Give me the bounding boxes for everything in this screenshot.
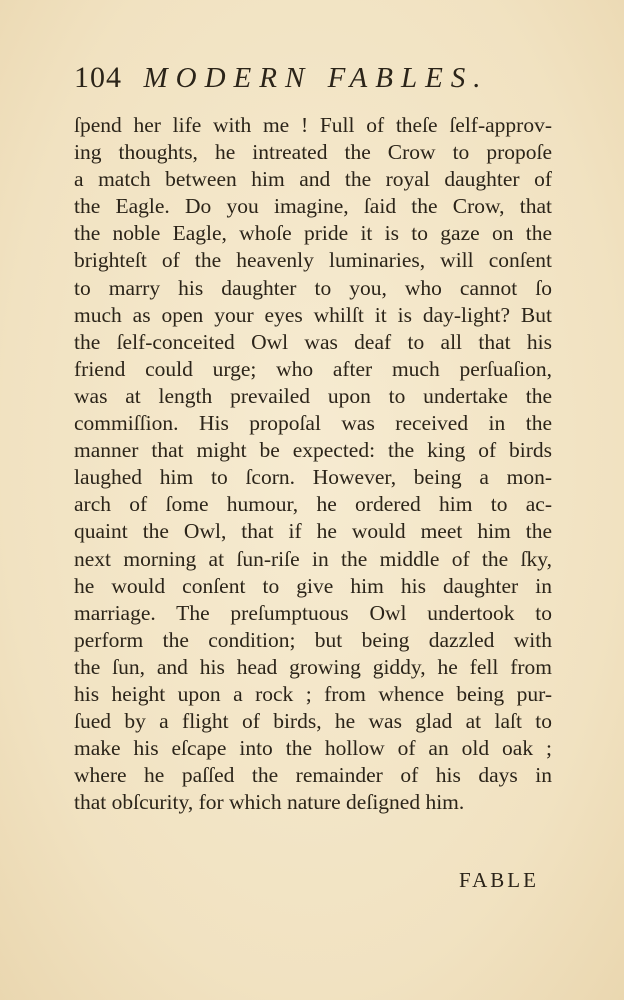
text-line: next morning at ſun-riſe in the middle of the ſky,: [74, 546, 552, 571]
text-line: was at length prevailed upon to undertake the: [74, 383, 552, 408]
text-line: the Eagle. Do you imagine, ſaid the Crow, that: [74, 194, 552, 219]
text-line: friend could urge; who after much perſuaſion,: [74, 356, 552, 381]
text-line: laughed him to ſcorn. However, being a mon-: [74, 465, 552, 490]
text-line: brighteſt of the heavenly luminaries, will conſent: [74, 248, 552, 273]
catchword: FABLE: [459, 868, 539, 892]
text-line: arch of ſome humour, he ordered him to ac-: [74, 492, 552, 517]
text-line: perform the condition; but being dazzled with: [74, 627, 552, 652]
text-line: where he paſſed the remainder of his days in: [74, 763, 552, 788]
text-line: his height upon a rock ; from whence being pur-: [74, 681, 552, 706]
text-line: much as open your eyes whilſt it is day-light? But: [74, 302, 552, 327]
text-line: ing thoughts, he intreated the Crow to propoſe: [74, 140, 552, 165]
text-line: he would conſent to give him his daughter in: [74, 573, 552, 598]
text-line: quaint the Owl, that if he would meet him the: [74, 519, 552, 544]
text-line: manner that might be expected: the king of birds: [74, 438, 552, 463]
text-line: commiſſion. His propoſal was received in the: [74, 411, 552, 436]
text-line: that obſcurity, for which nature deſigned him.: [74, 790, 465, 815]
text-line: ſpend her life with me ! Full of theſe ſelf-approv-: [74, 113, 552, 137]
text-line: the noble Eagle, whoſe pride it is to gaze on the: [74, 221, 552, 246]
text-line: ſued by a flight of birds, he was glad at laſt to: [74, 709, 552, 734]
text-line: to marry his daughter to you, who cannot ſo: [74, 275, 552, 300]
running-title: MODERN FABLES.: [143, 62, 489, 94]
text-line: marriage. The preſumptuous Owl undertook to: [74, 600, 552, 625]
text-line: make his eſcape into the hollow of an old oak ;: [74, 736, 552, 761]
body-text: [74, 112, 552, 816]
page-number: 104: [74, 61, 122, 94]
text-line: the ſelf-conceited Owl was deaf to all that his: [74, 329, 552, 354]
text-line: the ſun, and his head growing giddy, he fell from: [74, 654, 552, 679]
page-header: [74, 58, 554, 98]
text-line: a match between him and the royal daughter of: [74, 167, 552, 192]
